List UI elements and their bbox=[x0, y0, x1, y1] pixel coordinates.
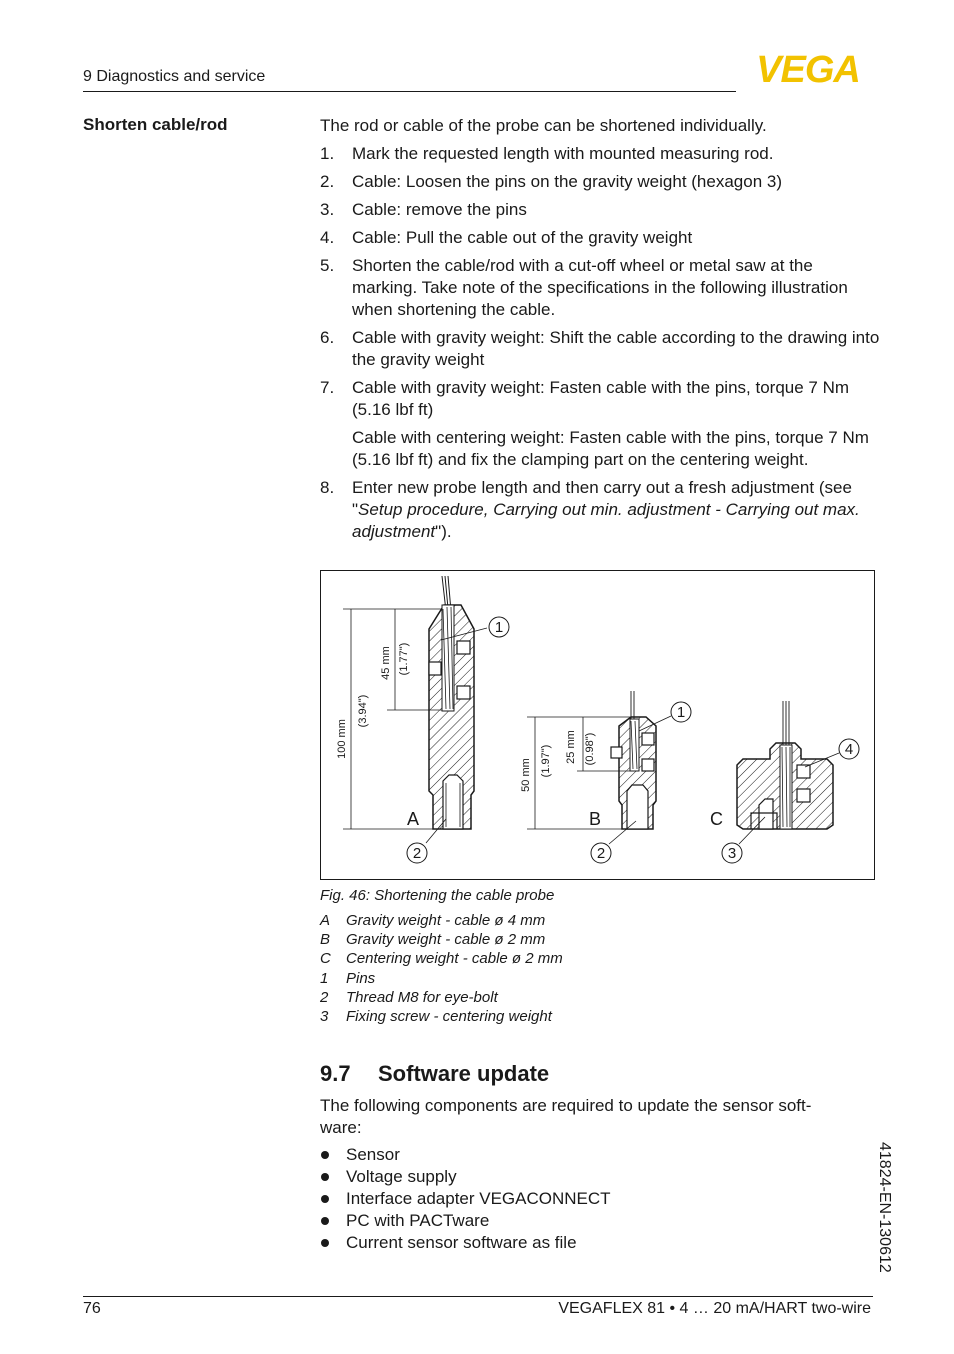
page-number: 76 bbox=[83, 1300, 101, 1317]
list-item bbox=[320, 199, 880, 221]
callout-a-one-text: 1 bbox=[494, 619, 504, 636]
list-item bbox=[320, 143, 880, 165]
list-item-text: Interface adapter VEGACONNECT bbox=[346, 1189, 611, 1208]
step-text: Cable with gravity weight: Shift the cable according to the drawing into the gravity weight bbox=[352, 328, 880, 369]
legend-key: B bbox=[320, 931, 331, 949]
dim-a-pin-in: (1.77") bbox=[398, 642, 410, 676]
list-item bbox=[320, 227, 880, 249]
list-item bbox=[320, 255, 880, 321]
weight-b-drawing bbox=[611, 691, 656, 829]
step-text: Cable: Loosen the pins on the gravity weight (hexagon 3) bbox=[352, 172, 782, 191]
bullet-icon bbox=[321, 1173, 329, 1181]
dim-a-total-mm: 100 mm bbox=[336, 719, 348, 759]
section-intro: The following components are required to update the sensor soft-ware: bbox=[320, 1096, 812, 1137]
callout-a-two-text: 2 bbox=[412, 845, 422, 862]
figure-caption: Fig. 46: Shortening the cable probe bbox=[320, 887, 555, 904]
legend-row bbox=[320, 1008, 720, 1027]
step-text: Mark the requested length with mounted measuring rod. bbox=[352, 144, 774, 163]
weight-c-drawing bbox=[737, 701, 833, 829]
step-number: 4. bbox=[320, 228, 335, 247]
legend-key: C bbox=[320, 950, 331, 968]
step-number: 3. bbox=[320, 200, 335, 219]
list-item-text: Sensor bbox=[346, 1145, 400, 1164]
callout-c-three-text: 3 bbox=[727, 845, 737, 862]
running-header-section: 9 Diagnostics and service bbox=[83, 68, 266, 85]
step-text: Cable: Pull the cable out of the gravity weight bbox=[352, 228, 693, 247]
legend-text: Fixing screw - centering weight bbox=[346, 1007, 552, 1025]
section-number: 9.7 bbox=[320, 1061, 351, 1086]
document-id: 41824-EN-130612 bbox=[876, 1142, 893, 1273]
legend-row bbox=[320, 950, 720, 969]
legend-row bbox=[320, 912, 720, 931]
step-number: 2. bbox=[320, 172, 335, 191]
step-reference: Setup procedure, Carrying out min. adjustment - Carrying out max. adjustment bbox=[352, 500, 860, 541]
bullet-icon bbox=[321, 1217, 329, 1225]
header-rule bbox=[83, 91, 736, 92]
list-item bbox=[320, 327, 880, 371]
legend-row bbox=[320, 931, 720, 950]
legend-text: Thread M8 for eye-bolt bbox=[346, 988, 498, 1006]
list-item bbox=[320, 1188, 611, 1210]
dim-b-pin-mm: 25 mm bbox=[565, 730, 577, 764]
list-item bbox=[320, 171, 880, 193]
footer-product: VEGAFLEX 81 • 4 … 20 mA/HART two-wire bbox=[558, 1300, 871, 1317]
list-item-text: PC with PACTware bbox=[346, 1211, 490, 1230]
legend-key: 2 bbox=[320, 988, 329, 1006]
step-number: 1. bbox=[320, 144, 335, 163]
legend-text: Pins bbox=[346, 969, 376, 987]
shortening-figure bbox=[320, 570, 875, 880]
list-item bbox=[320, 377, 880, 471]
step-number: 7. bbox=[320, 378, 335, 397]
dim-b-total-mm: 50 mm bbox=[520, 758, 532, 792]
step-list bbox=[320, 143, 880, 549]
callout-c-four-text: 4 bbox=[844, 741, 854, 758]
vega-logo bbox=[742, 52, 874, 86]
step-text: Cable with gravity weight: Fasten cable with the pins, torque 7 Nm (5.16 lbf ft) bbox=[352, 378, 850, 419]
dim-a-total-in: (3.94") bbox=[357, 694, 369, 728]
step-number: 8. bbox=[320, 478, 335, 497]
list-item bbox=[320, 1144, 611, 1166]
weight-a-drawing bbox=[429, 576, 474, 829]
legend-text: Centering weight - cable ø 2 mm bbox=[346, 950, 563, 968]
bullet-icon bbox=[321, 1151, 329, 1159]
list-item bbox=[320, 1232, 611, 1254]
side-heading: Shorten cable/rod bbox=[83, 115, 228, 134]
legend-key: 3 bbox=[320, 1007, 329, 1025]
vega-logo-text: VEGA bbox=[756, 52, 860, 86]
figure-drawing bbox=[321, 571, 874, 879]
list-item-text: Voltage supply bbox=[346, 1167, 457, 1186]
step-text-end: "). bbox=[435, 522, 452, 541]
legend-text: Gravity weight - cable ø 2 mm bbox=[346, 931, 546, 949]
label-a: A bbox=[407, 809, 420, 829]
label-c: C bbox=[710, 809, 723, 829]
footer-rule bbox=[83, 1296, 873, 1297]
step-text: Cable: remove the pins bbox=[352, 200, 527, 219]
section-title bbox=[320, 1061, 549, 1087]
step-text: Shorten the cable/rod with a cut-off wheel or metal saw at the marking. Take note of the specifications in the following illustration when shortening the cable. bbox=[352, 256, 848, 319]
section-title-text: Software update bbox=[378, 1061, 550, 1086]
dim-b-pin-in: (0.98") bbox=[584, 732, 596, 766]
legend-key: A bbox=[320, 912, 331, 929]
legend-text: Gravity weight - cable ø 4 mm bbox=[346, 912, 546, 929]
legend-row bbox=[320, 970, 720, 989]
callout-b-two-text: 2 bbox=[596, 845, 606, 862]
list-item bbox=[320, 1166, 611, 1188]
figure-legend bbox=[320, 912, 720, 1027]
legend-row bbox=[320, 989, 720, 1008]
step-extra-text: Cable with centering weight: Fasten cable with the pins, torque 7 Nm (5.16 lbf ft) and fix the clamping part on the centering weight. bbox=[352, 428, 869, 469]
dim-a-pin-mm: 45 mm bbox=[380, 646, 392, 680]
list-item bbox=[320, 1210, 611, 1232]
list-item bbox=[320, 477, 880, 543]
bullet-icon bbox=[321, 1195, 329, 1203]
list-item-text: Current sensor software as file bbox=[346, 1233, 577, 1252]
step-text: Enter new probe length and then carry out a fresh adjustment (see " bbox=[352, 478, 852, 519]
requirements-list bbox=[320, 1144, 611, 1254]
dim-b-total-in: (1.97") bbox=[540, 744, 552, 778]
callout-b-one-text: 1 bbox=[676, 704, 686, 721]
intro-text: The rod or cable of the probe can be shortened individually. bbox=[320, 116, 767, 135]
label-b: B bbox=[589, 809, 602, 829]
bullet-icon bbox=[321, 1239, 329, 1247]
legend-key: 1 bbox=[320, 969, 329, 987]
step-number: 5. bbox=[320, 256, 335, 275]
step-number: 6. bbox=[320, 328, 335, 347]
